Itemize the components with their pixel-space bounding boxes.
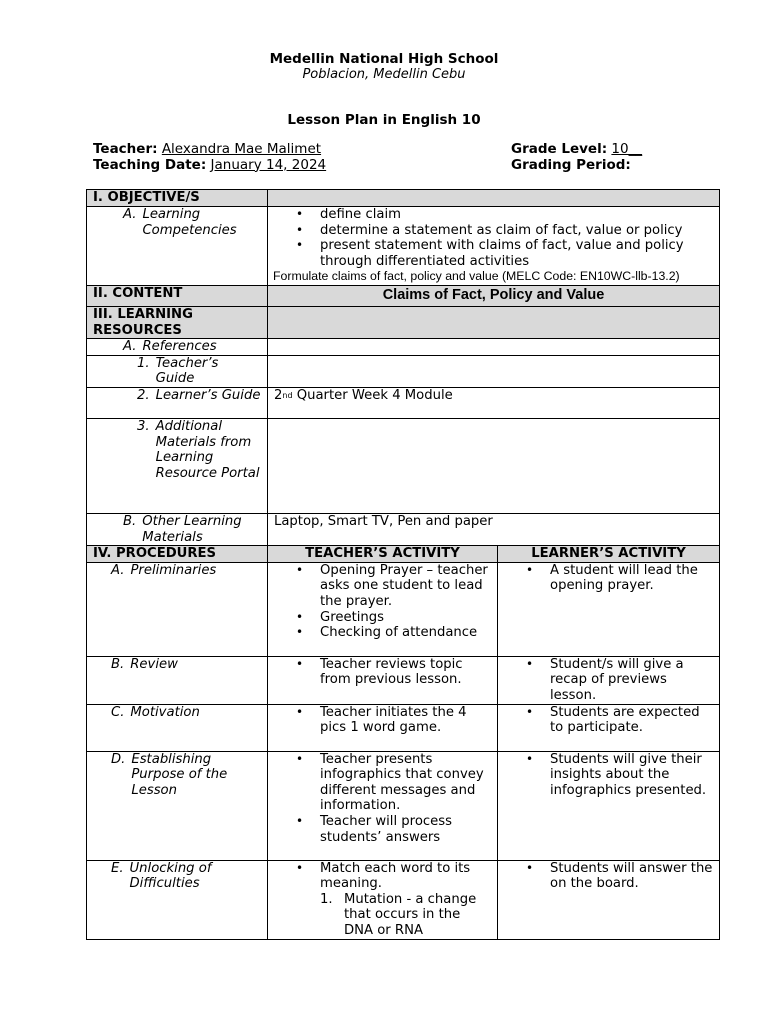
references-row [87,339,720,356]
competency-item: • present statement with claims of fact, value and policy through differentiated activities [320,238,713,269]
teacher-activity-item: • Checking of attendance [320,625,491,641]
competencies-row [87,207,720,286]
teacher-activity-item: • Teacher reviews topic from previous lesson. [320,657,491,688]
procedures-heading: IV. PROCEDURES [87,546,268,563]
teacher-activity-cell [268,562,498,656]
objectives-header-row [87,190,720,207]
procedure-label: Motivation [130,704,200,720]
other-materials-label: Other Learning Materials [142,513,242,545]
learner-activity-item: • Students will give their insights about the infographics presented. [550,752,713,799]
learner-activity-item: • Students will answer the on the board. [550,861,713,892]
other-materials-label-cell: B. Other Learning Materials [87,513,268,545]
learners-guide-label-cell: 2. Learner’s Guide [87,387,268,418]
teacher-activity-item: • Match each word to its meaning. [320,861,491,892]
melc-statement: Formulate claims of fact, policy and value (MELC Code: EN10WC-llb-13.2) [273,269,680,284]
teachers-guide-row [87,355,720,387]
date-label: Teaching Date: [93,156,207,173]
procedure-row-review [87,656,720,704]
learner-activity-item: • Student/s will give a recap of previews lesson. [550,657,713,704]
learner-activity-cell [498,562,720,656]
competencies-content [268,207,720,286]
period-label: Grading Period: [511,156,631,173]
teacher-info [93,142,326,173]
references-value [268,339,720,356]
procedure-label-cell: E. Unlocking of Difficulties [87,860,268,939]
content-title-cell [268,286,720,307]
procedure-row-preliminaries [87,562,720,656]
additional-materials-row [87,418,720,513]
procedure-row-purpose [87,751,720,860]
procedure-label: Preliminaries [130,562,217,578]
objectives-heading: I. OBJECTIVE/S [87,190,268,207]
learner-activity-cell [498,704,720,751]
other-materials-row [87,513,720,545]
resources-header-row [87,307,720,339]
learners-guide-row [87,387,720,418]
competencies-label-cell: A. Learning Competencies [87,207,268,286]
teacher-activity-item: • Teacher presents infographics that convey different messages and information. [320,752,491,814]
teacher-activity-heading: TEACHER’S ACTIVITY [268,546,498,563]
procedure-label: Review [130,656,178,672]
competencies-label: Learning Competencies [142,207,237,238]
procedure-label-cell: D. Establishing Purpose of the Lesson [87,751,268,860]
additional-materials-value [268,418,720,513]
learner-activity-cell [498,751,720,860]
procedure-row-unlocking [87,860,720,939]
competencies-list [274,207,713,269]
teacher-activity-item: • Greetings [320,610,491,626]
school-address: Poblacion, Medellin Cebu [302,67,466,82]
teacher-activity-cell [268,751,498,860]
learner-activity-item: • A student will lead the opening prayer. [550,563,713,594]
learner-activity-heading: LEARNER’S ACTIVITY [498,546,720,563]
content-row [87,286,720,307]
teacher-activity-cell [268,704,498,751]
competency-item: • determine a statement as claim of fact, value or policy [320,223,713,239]
learners-guide-value: 2nd Quarter Week 4 Module [268,387,720,418]
resources-heading-blank [268,307,720,339]
competency-item: • define claim [320,207,713,223]
additional-materials-label: Additional Materials from Learning Resource Portal [155,418,260,481]
content-title: Claims of Fact, Policy and Value [382,287,605,303]
procedure-label-cell: C. Motivation [87,704,268,751]
additional-materials-label-cell: 3. Additional Materials from Learning Resource Portal [87,418,268,513]
grade-info [511,142,642,173]
procedure-label-cell: A. Preliminaries [87,562,268,656]
lesson-plan-title: Lesson Plan in English 10 [287,112,481,128]
teacher-activity-item: • Opening Prayer – teacher asks one student to lead the prayer. [320,563,491,610]
lesson-plan-table [86,189,720,940]
teachers-guide-label: Teacher’s Guide [155,355,219,387]
grade-label: Grade Level: [511,141,608,157]
objectives-heading-blank [268,190,720,207]
teacher-activity-cell [268,656,498,704]
procedure-label-cell: B. Review [87,656,268,704]
teaching-date: January 14, 2024 [210,156,327,173]
references-label: References [142,339,217,355]
vocabulary-list [274,892,491,939]
teachers-guide-value [268,355,720,387]
learners-guide-label: Learner’s Guide [155,387,261,403]
content-heading: II. CONTENT [87,286,268,307]
procedures-header-row [87,546,720,563]
teacher-activity-item: • Teacher will process students’ answers [320,814,491,845]
teacher-label: Teacher: [93,141,158,157]
vocabulary-item: 1. Mutation - a change that occurs in the DNA or RNA [320,891,477,938]
learner-activity-cell [498,656,720,704]
resources-heading: III. LEARNING RESOURCES [87,307,268,339]
procedure-label: Establishing Purpose of the Lesson [131,751,228,798]
teacher-activity-cell [268,860,498,939]
teacher-activity-item: • Teacher initiates the 4 pics 1 word game. [320,705,491,736]
teacher-name: Alexandra Mae Malimet [161,141,322,157]
learner-activity-item: • Students are expected to participate. [550,705,713,736]
references-label-cell: A. References [87,339,268,356]
other-materials-value: Laptop, Smart TV, Pen and paper [268,513,720,545]
grade-level: 10__ [611,141,643,157]
procedure-row-motivation [87,704,720,751]
procedure-label: Unlocking of Difficulties [129,860,212,892]
school-name: Medellin National High School [269,51,499,67]
learner-activity-cell [498,860,720,939]
teachers-guide-label-cell: 1. Teacher’s Guide [87,355,268,387]
